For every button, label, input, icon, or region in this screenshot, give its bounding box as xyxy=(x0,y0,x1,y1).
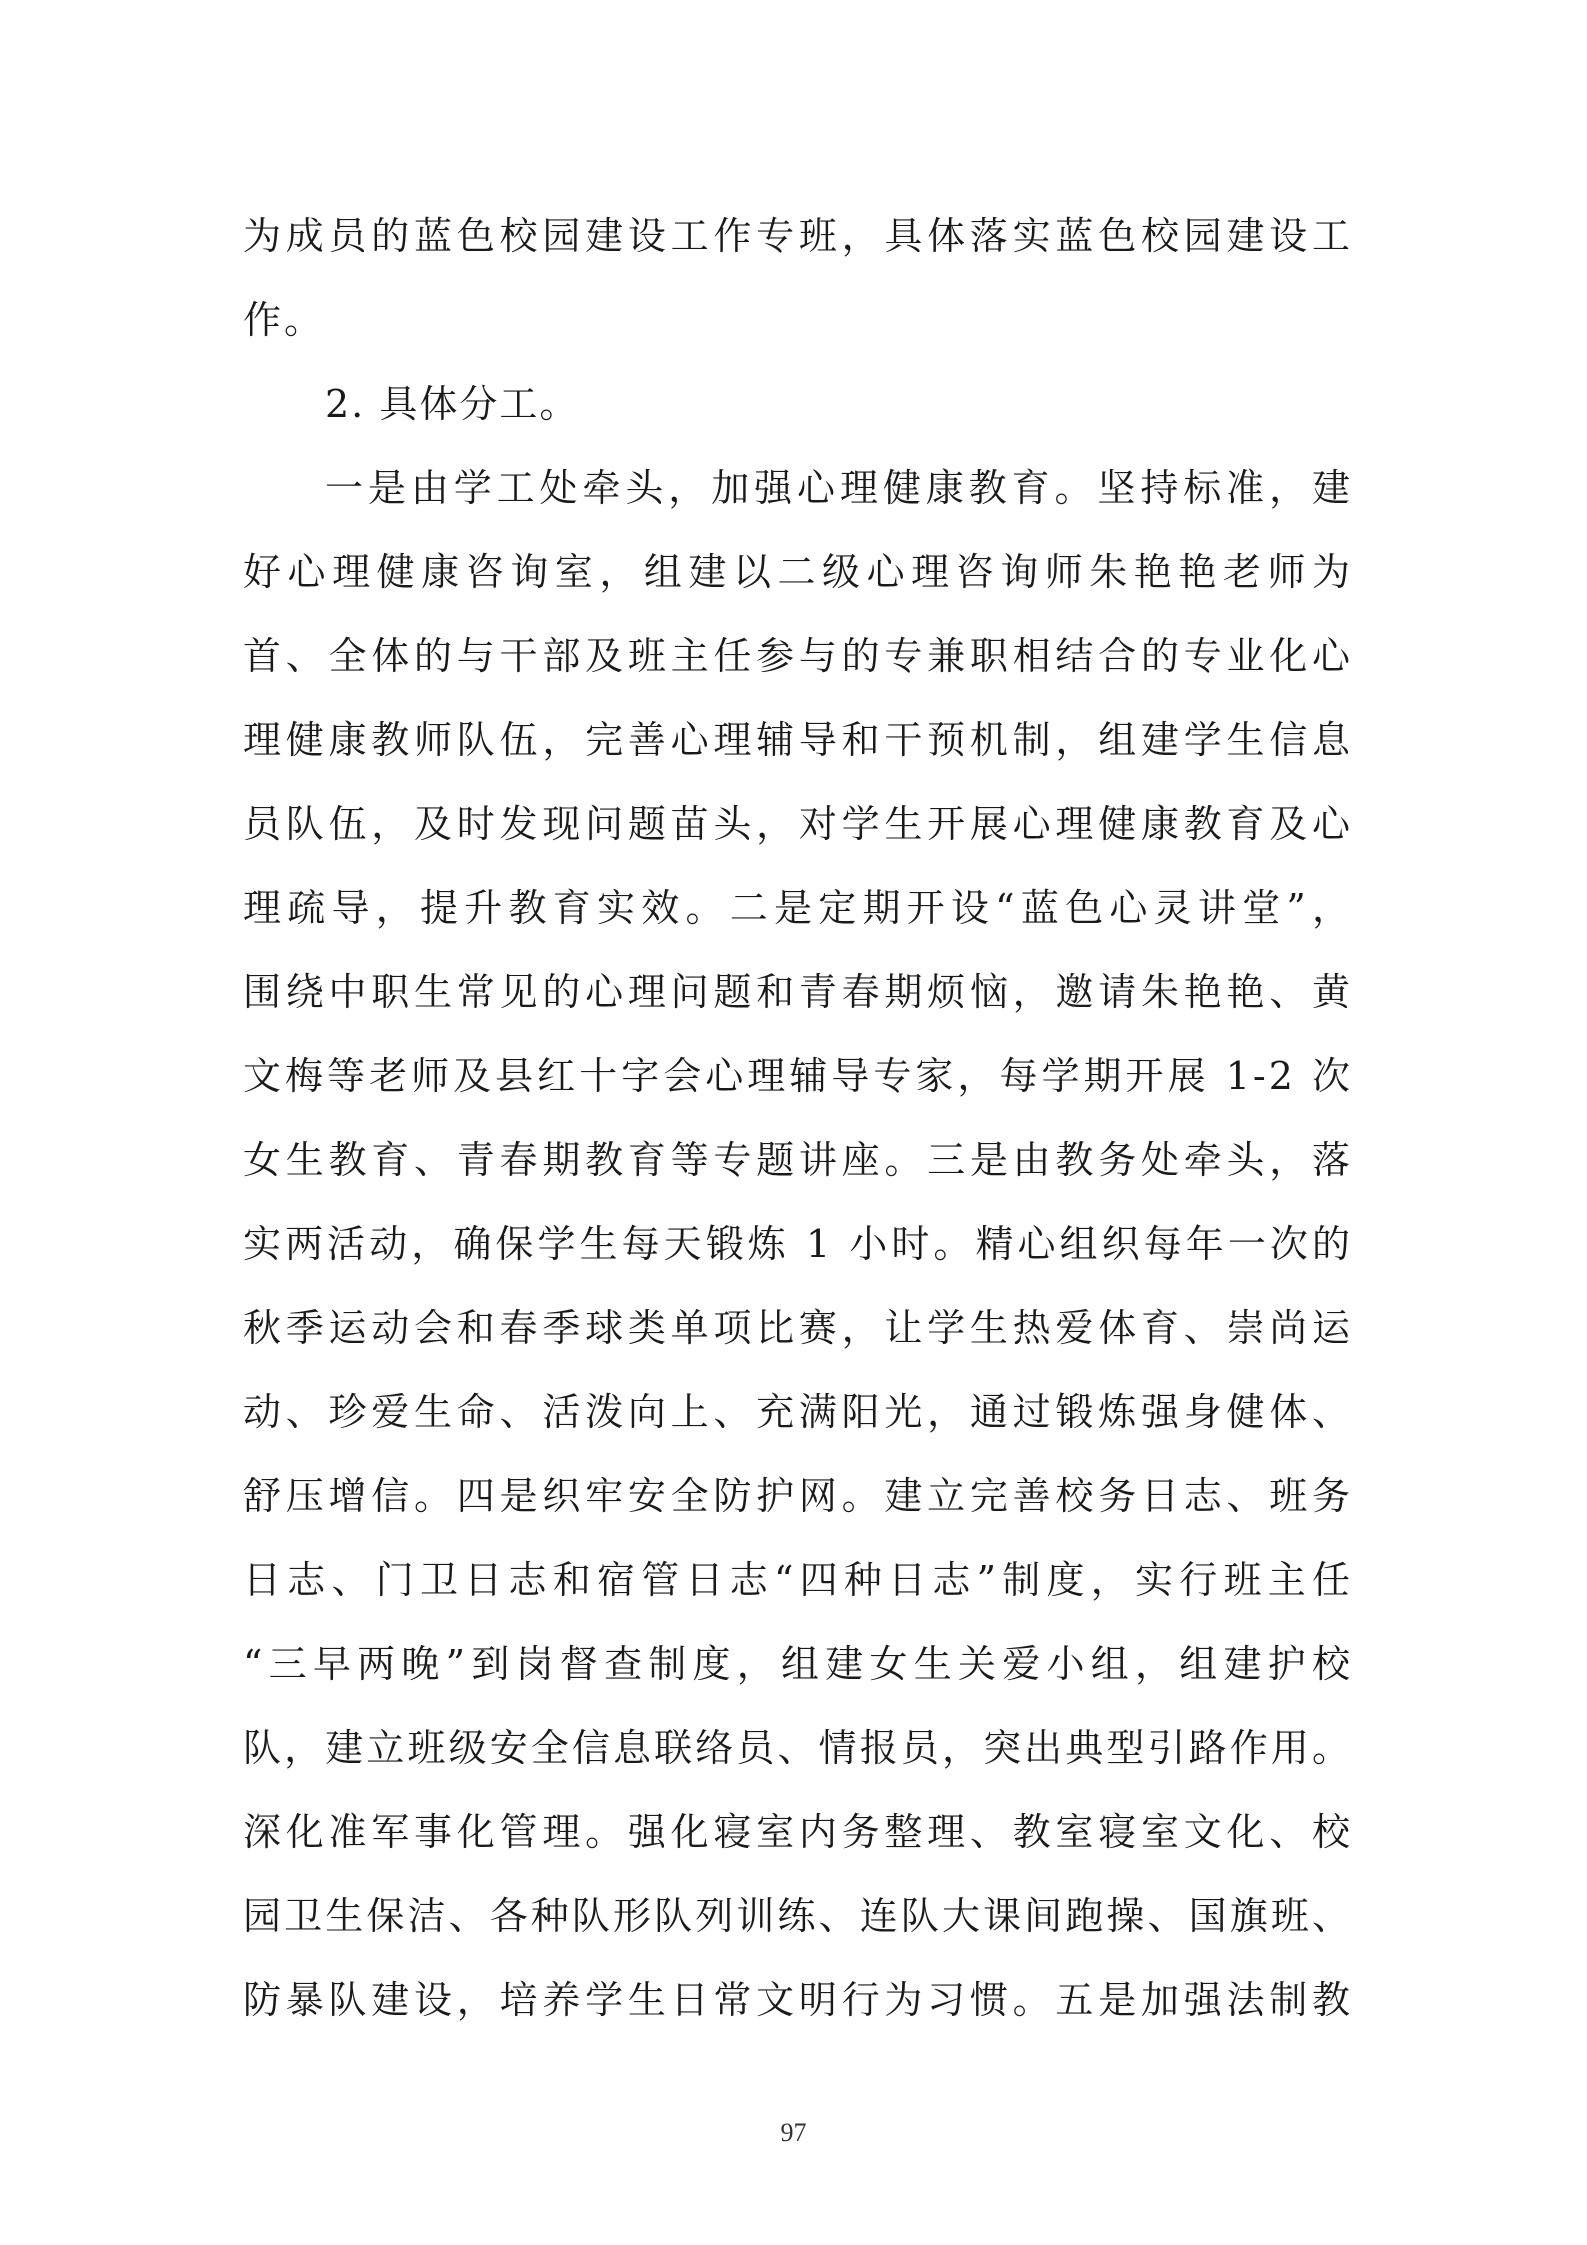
text-line: 好心理健康咨询室，组建以二级心理咨询师朱艳艳老师为 xyxy=(243,550,1353,594)
text-line: 动、珍爱生命、活泼向上、充满阳光，通过锻炼强身健体、 xyxy=(243,1390,1353,1434)
text-line: 理健康教师队伍，完善心理辅导和干预机制，组建学生信息 xyxy=(243,718,1353,762)
text-line: 防暴队建设，培养学生日常文明行为习惯。五是加强法制教 xyxy=(243,1978,1353,2022)
text-line: 理疏导，提升教育实效。二是定期开设“蓝色心灵讲堂”， xyxy=(243,886,1353,930)
section-heading: 2. 具体分工。 xyxy=(325,382,580,426)
text-line: 队，建立班级安全信息联络员、情报员，突出典型引路作用。 xyxy=(243,1726,1353,1770)
text-line: 秋季运动会和春季球类单项比赛，让学生热爱体育、崇尚运 xyxy=(243,1306,1353,1350)
text-line: 园卫生保洁、各种队形队列训练、连队大课间跑操、国旗班、 xyxy=(243,1894,1353,1938)
text-line: 舒压增信。四是织牢安全防护网。建立完善校务日志、班务 xyxy=(243,1474,1353,1518)
text-line: “三早两晚”到岗督查制度，组建女生关爱小组，组建护校 xyxy=(243,1642,1353,1686)
text-line: 员队伍，及时发现问题苗头，对学生开展心理健康教育及心 xyxy=(243,802,1353,846)
text-line: 为成员的蓝色校园建设工作专班，具体落实蓝色校园建设工 xyxy=(243,214,1353,258)
text-line: 日志、门卫日志和宿管日志“四种日志”制度，实行班主任 xyxy=(243,1558,1353,1602)
text-line: 首、全体的与干部及班主任参与的专兼职相结合的专业化心 xyxy=(243,634,1353,678)
text-line: 女生教育、青春期教育等专题讲座。三是由教务处牵头，落 xyxy=(243,1138,1353,1182)
text-line: 作。 xyxy=(243,298,326,342)
page-number: 97 xyxy=(780,2118,807,2147)
text-line: 文梅等老师及县红十字会心理辅导专家，每学期开展 1-2 次 xyxy=(243,1054,1353,1098)
text-line: 一是由学工处牵头，加强心理健康教育。坚持标准，建 xyxy=(325,466,1353,510)
text-line: 深化准军事化管理。强化寝室内务整理、教室寝室文化、校 xyxy=(243,1810,1353,1854)
text-line: 围绕中职生常见的心理问题和青春期烦恼，邀请朱艳艳、黄 xyxy=(243,970,1353,1014)
text-line: 实两活动，确保学生每天锻炼 1 小时。精心组织每年一次的 xyxy=(243,1222,1353,1266)
